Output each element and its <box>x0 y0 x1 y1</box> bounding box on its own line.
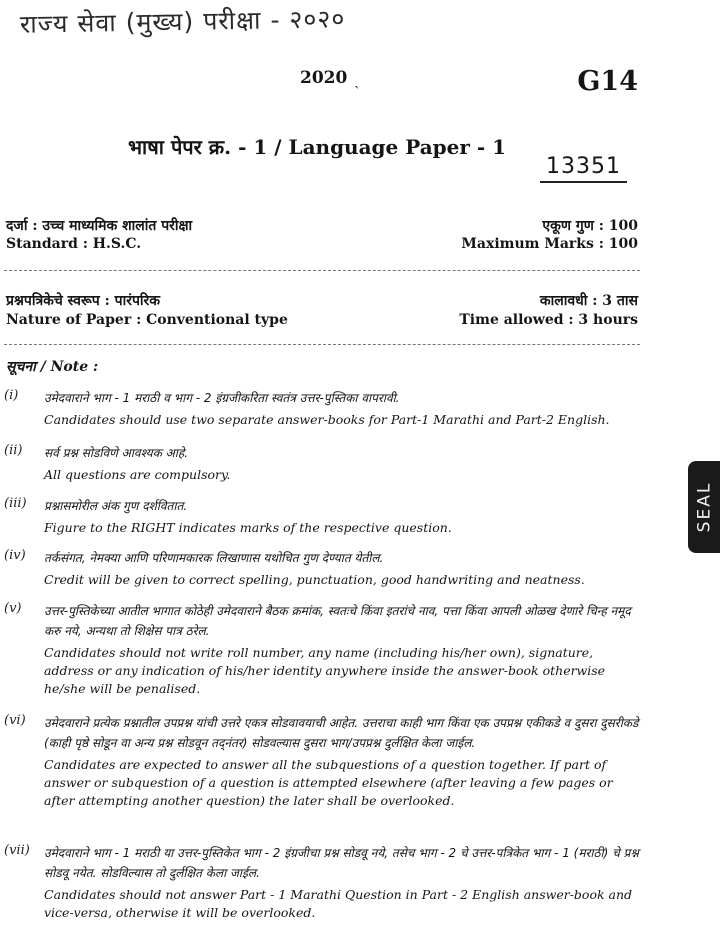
note-item <box>0 388 640 429</box>
note-number: (ii) <box>4 443 23 458</box>
note-marathi: प्रश्नासमोरील अंक गुण दर्शवितात. <box>44 499 188 513</box>
note-number: (iii) <box>4 496 27 511</box>
paper-code: G14 <box>577 66 638 97</box>
note-english: Credit will be given to correct spelling, punctuation, good handwriting and neatness. <box>44 572 585 587</box>
handwritten-exam-note: राज्य सेवा (मुख्य) परीक्षा - २०२० <box>19 4 346 39</box>
note-item <box>0 443 640 484</box>
paper-nature-english: Nature of Paper : Conventional type <box>6 312 288 328</box>
note-english: Candidates should use two separate answer-books for Part-1 Marathi and Part-2 English. <box>44 412 610 427</box>
note-english: All questions are compulsory. <box>44 467 231 482</box>
note-item <box>0 713 640 810</box>
note-item <box>0 601 640 698</box>
note-item <box>0 548 640 589</box>
note-marathi: उत्तर-पुस्तिकेच्या आतील भागात कोठेही उमेदवाराने बैठक क्रमांक, स्वतःचे किंवा इतरांचे नाव, पत्ता किंवा आपली ओळख देणारे चिन्ह नमूद करु नये, अन्यथा तो शिक्षेस पात्र ठरेल. <box>44 604 631 638</box>
standard-marathi: दर्जा : उच्च माध्यमिक शालांत परीक्षा <box>6 218 193 234</box>
note-number: (vi) <box>4 713 26 728</box>
paper-title: भाषा पेपर क्र. - 1 / Language Paper - 1 <box>128 135 507 159</box>
max-marks-marathi: एकूण गुण : 100 <box>542 218 638 234</box>
note-number: (vii) <box>4 843 30 858</box>
time-allowed-english: Time allowed : 3 hours <box>459 312 638 328</box>
note-number: (v) <box>4 601 22 616</box>
note-english: Candidates should not answer Part - 1 Marathi Question in Part - 2 English answer-book and vice-versa, otherwise it will be overlooked. <box>44 887 633 920</box>
seal-tab <box>688 461 720 553</box>
divider <box>4 270 640 271</box>
note-heading: सूचना / Note : <box>6 359 99 375</box>
note-english: Candidates are expected to answer all the subquestions of a question together. If part of answer or subquestion of a question is attempted elsewhere (after leaving a few pages or after attempting another question) the later shall be overlooked. <box>44 757 613 808</box>
note-item <box>0 496 640 537</box>
note-english: Figure to the RIGHT indicates marks of the respective question. <box>44 520 452 535</box>
paper-nature-marathi: प्रश्नपत्रिकेचे स्वरूप : पारंपरिक <box>6 293 161 309</box>
time-allowed-marathi: कालावधी : 3 तास <box>539 293 638 309</box>
serial-number: 13351 <box>540 154 627 183</box>
note-marathi: तर्कसंगत, नेमक्या आणि परिणामकारक लिखाणास यथोचित गुण देण्यात येतील. <box>44 551 384 565</box>
note-number: (iv) <box>4 548 26 563</box>
note-marathi: उमेदवाराने भाग - 1 मराठी या उत्तर-पुस्तिकेत भाग - 2 इंग्रजीचा प्रश्न सोडवू नये, तसेच भाग - 2 चे उत्तर-पत्रिकेत भाग - 1 (मराठी) चे प्रश्न सोडवू नयेत. सोडविल्यास तो दुर्लक्षित केला जाईल. <box>44 846 639 880</box>
note-marathi: उमेदवाराने भाग - 1 मराठी व भाग - 2 इंग्रजीकरिता स्वतंत्र उत्तर-पुस्तिका वापरावी. <box>44 391 400 405</box>
note-number: (i) <box>4 388 19 403</box>
standard-english: Standard : H.S.C. <box>6 236 142 252</box>
divider <box>4 344 640 345</box>
tick-mark: ˏ <box>354 70 360 89</box>
note-english: Candidates should not write roll number, any name (including his/her own), signature, address or any indication of his/her identity anywhere inside the answer-book otherwise he/she will be penalised. <box>44 645 606 696</box>
note-marathi: उमेदवाराने प्रत्येक प्रश्नातील उपप्रश्न यांची उत्तरे एकत्र सोडवावयाची आहेत. उत्तराचा काही भाग किंवा एक उपप्रश्न एकीकडे व दुसरा दुसरीकडे (काही पृष्ठे सोडून वा अन्य प्रश्न सोडवून तद्नंतर) सोडवल्यास दुसरा भाग/उपप्रश्न दुर्लक्षित केला जाईल. <box>44 716 639 750</box>
note-item <box>0 843 640 922</box>
max-marks-english: Maximum Marks : 100 <box>461 236 638 252</box>
note-marathi: सर्व प्रश्न सोडविणे आवश्यक आहे. <box>44 446 189 460</box>
seal-label: SEAL <box>694 481 715 533</box>
exam-year: 2020 <box>300 68 348 88</box>
